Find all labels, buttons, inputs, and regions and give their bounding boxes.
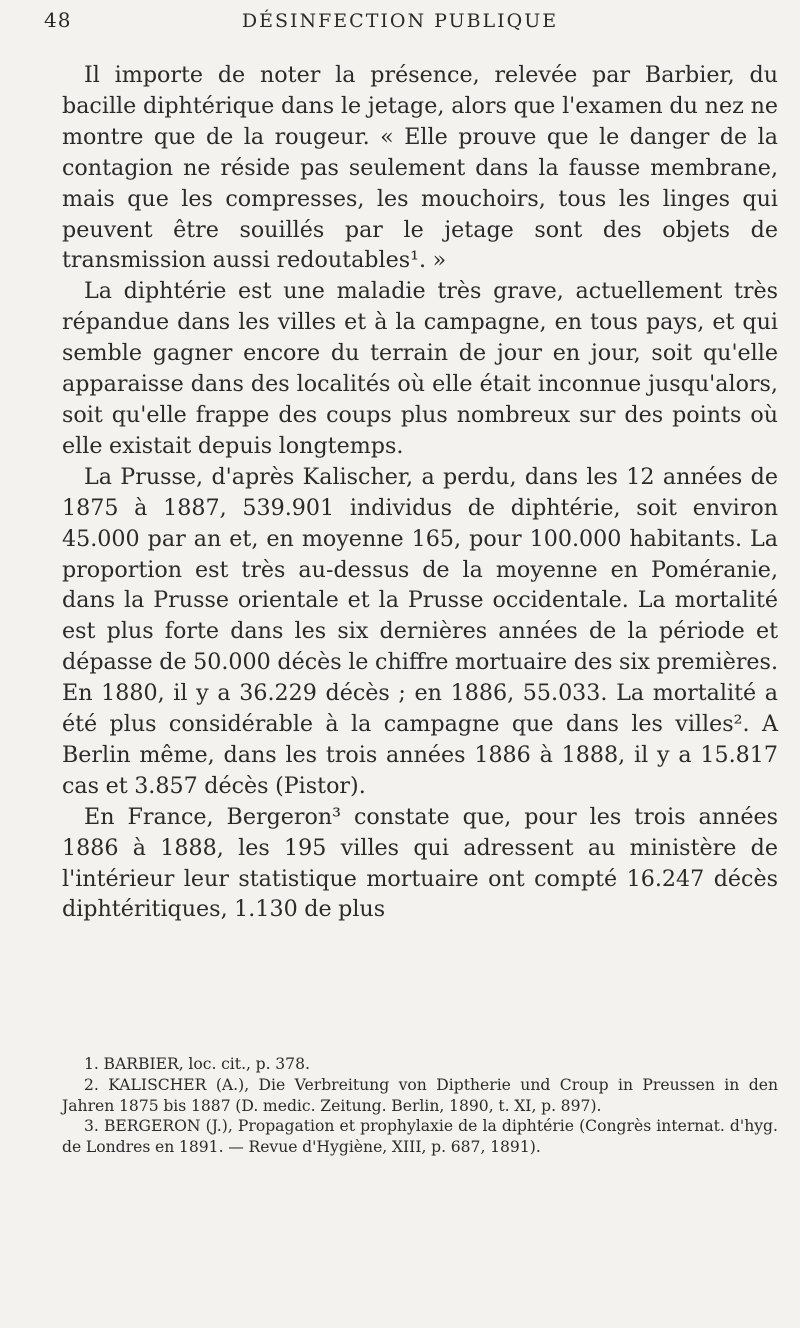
paragraph: Il importe de noter la présence, relevée par Barbier, du bacille diphtérique dans le jetage, alors que l'examen du nez ne montre que de la rougeur. « Elle prouve que le danger de la contagion ne réside pas seulement dans la fausse membrane, mais que les compresses, les mouchoirs, tous les linges qui peuvent être souillés par le jetage sont des objets de transmission aussi redoutables¹. » (62, 62, 778, 274)
running-title: DÉSINFECTION PUBLIQUE (241, 10, 559, 32)
footnote: 1. BARBIER, loc. cit., p. 378. (84, 1055, 310, 1073)
paragraph: En France, Bergeron³ constate que, pour les trois années 1886 à 1888, les 195 villes qui adressent au ministère de l'intérieur leur statistique mortuaire ont compté 16.247 décès diphtéritiques, 1.130 de plus (62, 803, 778, 923)
paragraph: La diphtérie est une maladie très grave, actuellement très répandue dans les villes et à la campagne, en tous pays, et qui semble gagner encore du terrain de jour en jour, soit qu'elle apparaisse dans des localités où elle était inconnue jusqu'alors, soit qu'elle frappe des coups plus nombreux sur des points où elle existait depuis longtemps. (62, 278, 778, 459)
page-number: 48 (44, 8, 72, 32)
footnote: 3. BERGERON (J.), Propagation et prophylaxie de la diphtérie (Congrès internat. d'hyg. de Londres en 1891. — Revue d'Hygiène, XIII, p. 687, 1891). (62, 1117, 778, 1157)
body-text (62, 60, 778, 925)
footnote: 2. KALISCHER (A.), Die Verbreitung von Diptherie und Croup in Preussen in den Jahren 1875 bis 1887 (D. medic. Zeitung. Berlin, 1890, t. XI, p. 897). (62, 1075, 778, 1115)
footnotes (62, 1054, 778, 1158)
paragraph: La Prusse, d'après Kalischer, a perdu, dans les 12 années de 1875 à 1887, 539.901 individus de diphtérie, soit environ 45.000 par an et, en moyenne 165, pour 100.000 habitants. La proportion est très au-dessus de la moyenne en Poméranie, dans la Prusse orientale et la Prusse occidentale. La mortalité est plus forte dans les six dernières années de la période et dépasse de 50.000 décès le chiffre mortuaire des six premières. En 1880, il y a 36.229 décès ; en 1886, 55.033. La mortalité a été plus considérable à la campagne que dans les villes². A Berlin même, dans les trois années 1886 à 1888, il y a 15.817 cas et 3.857 décès (Pistor). (62, 463, 778, 799)
page-header (0, 0, 800, 40)
